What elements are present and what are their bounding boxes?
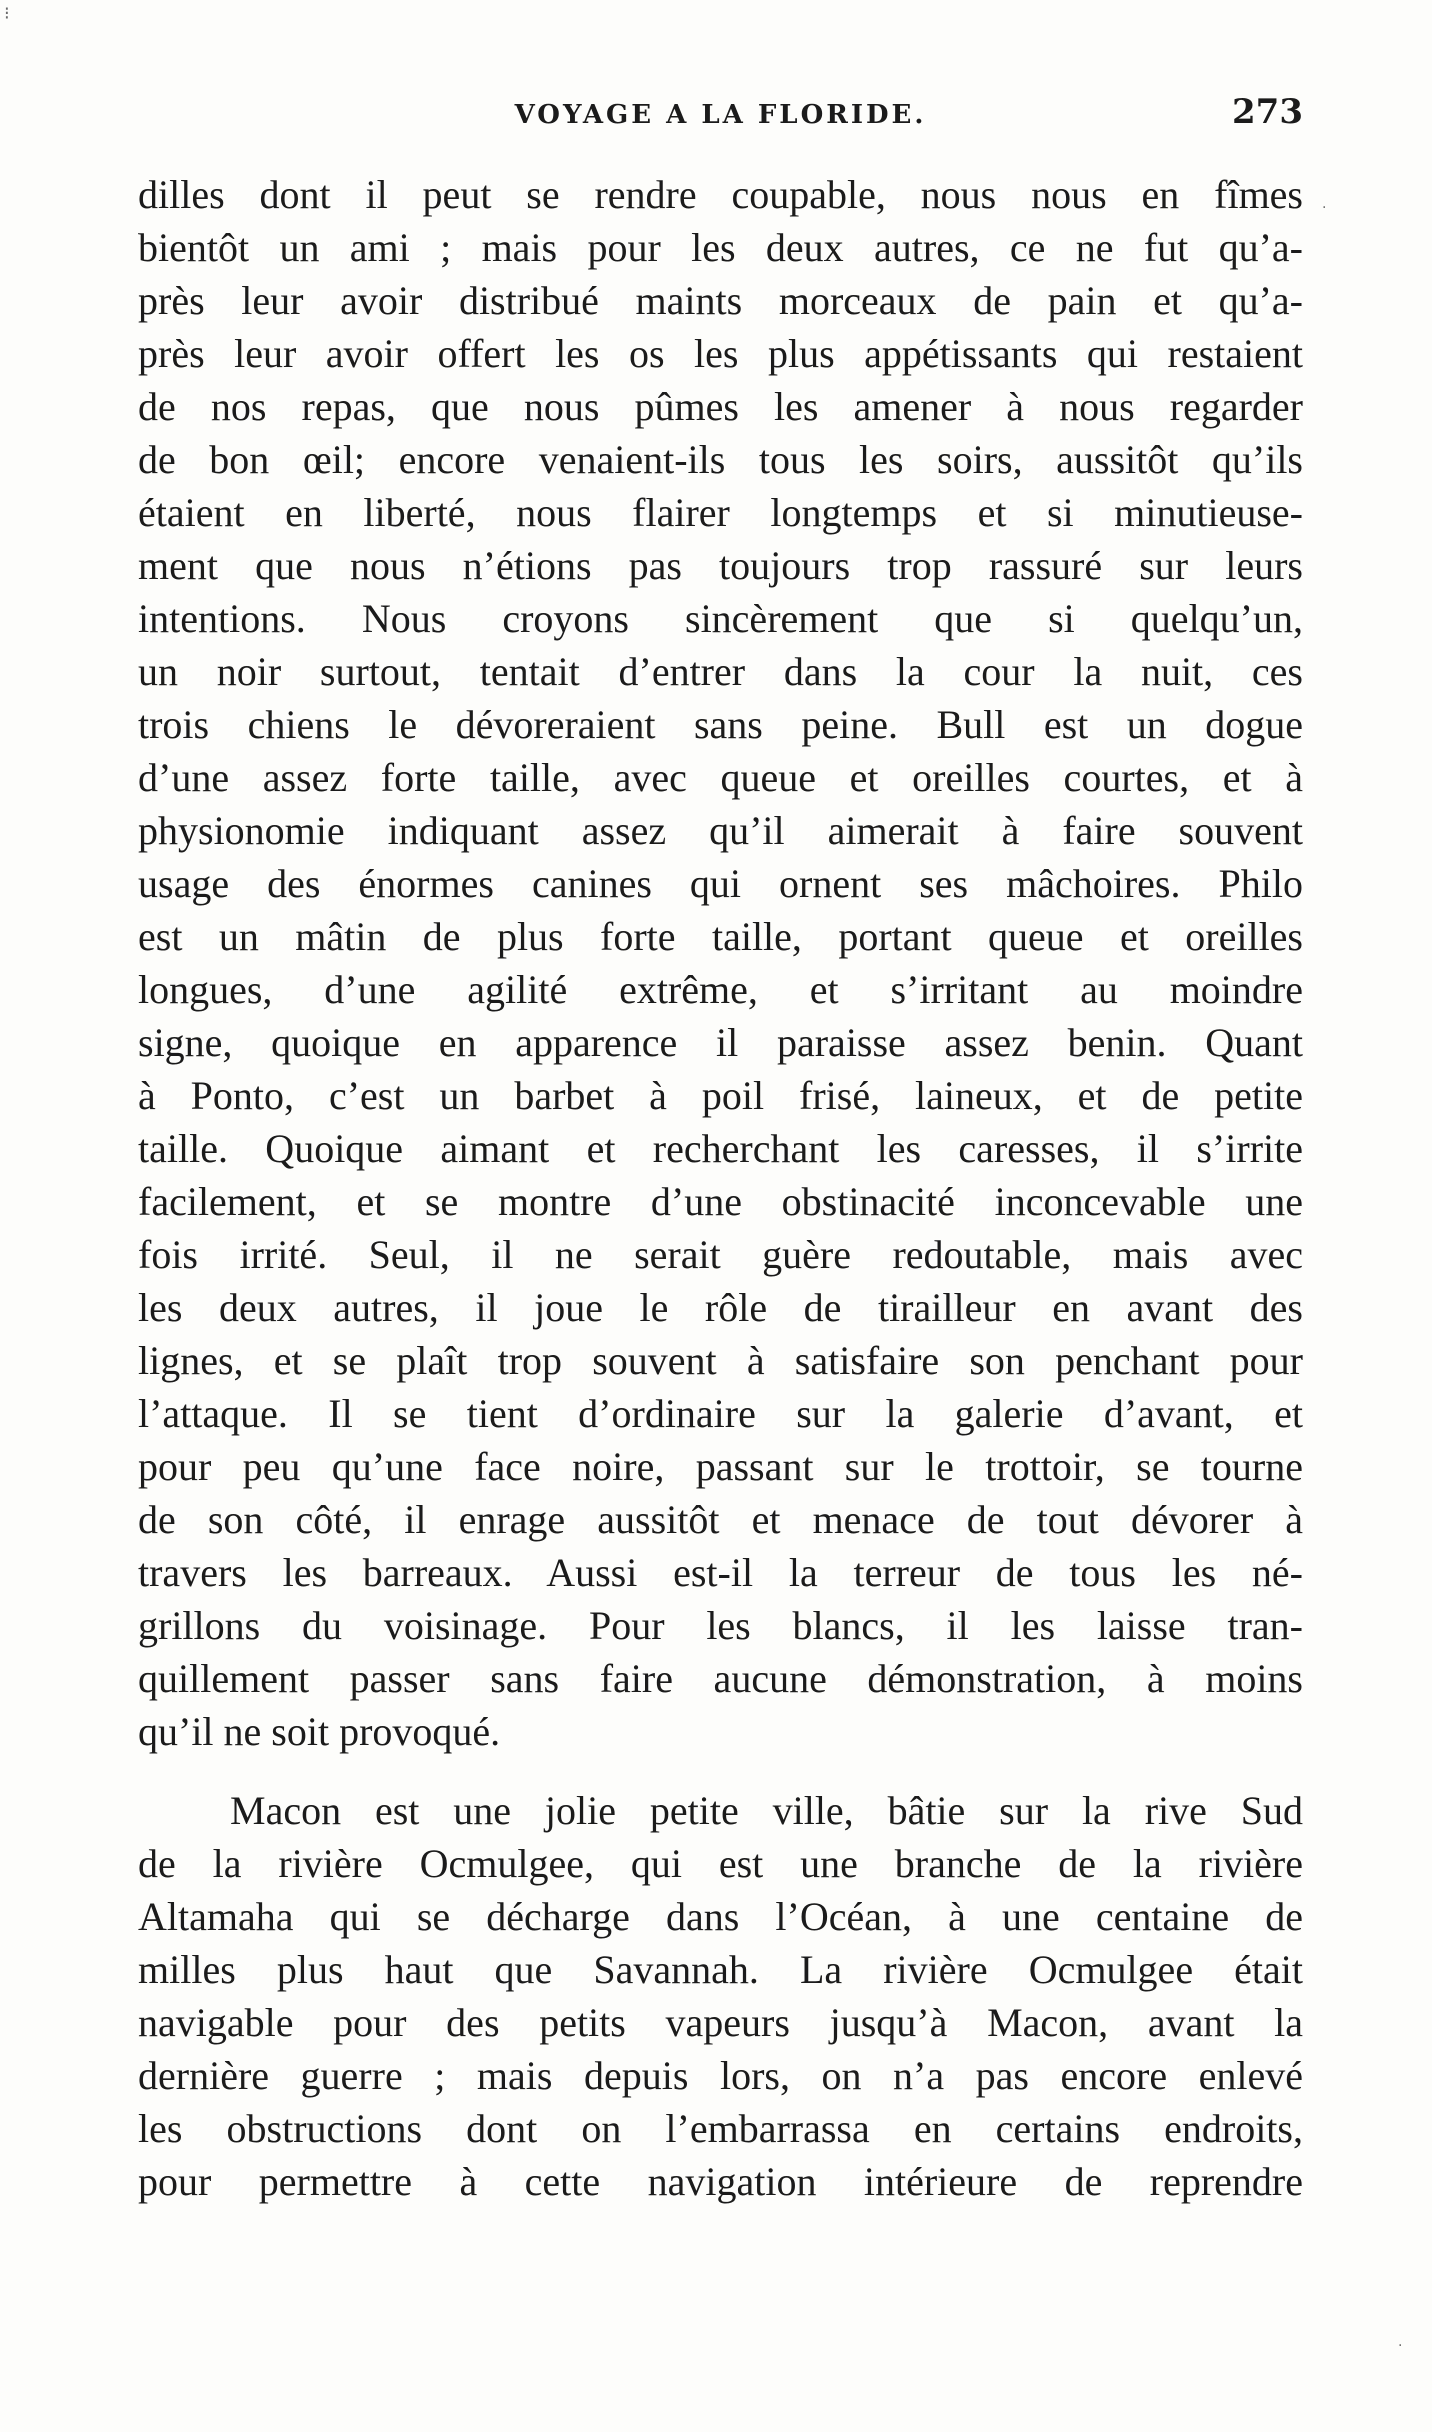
text-line: de bon œil; encore venaient-ils tous les soirs, aussitôt qu’ils [138, 437, 1303, 482]
text-line: pour peu qu’une face noire, passant sur le trottoir, se tourne [138, 1444, 1303, 1489]
text-line: étaient en liberté, nous flairer longtemps et si minutieuse- [138, 490, 1303, 535]
text-line: est un mâtin de plus forte taille, portant queue et oreilles [138, 914, 1303, 959]
text-line: de nos repas, que nous pûmes les amener à nous regarder [138, 384, 1303, 429]
text-line: lignes, et se plaît trop souvent à satisfaire son penchant pour [138, 1338, 1303, 1383]
text-line: ment que nous n’étions pas toujours trop rassuré sur leurs [138, 543, 1303, 588]
text-line: l’attaque. Il se tient d’ordinaire sur la galerie d’avant, et [138, 1391, 1303, 1436]
text-line: dilles dont il peut se rendre coupable, nous nous en fîmes [138, 172, 1303, 217]
text-line: milles plus haut que Savannah. La rivière Ocmulgee était [138, 1947, 1303, 1992]
text-line: qu’il ne soit provoqué. [138, 1709, 501, 1754]
text-line: facilement, et se montre d’une obstinacité inconcevable une [138, 1179, 1303, 1224]
running-head: VOYAGE A LA FLORIDE. [514, 100, 927, 130]
text-line: usage des énormes canines qui ornent ses mâchoires. Philo [138, 861, 1303, 906]
page-header [138, 92, 1303, 142]
text-line: physionomie indiquant assez qu’il aimerait à faire souvent [138, 808, 1303, 853]
text-line: navigable pour des petits vapeurs jusqu’à Macon, avant la [138, 2000, 1303, 2045]
text-line: les obstructions dont on l’embarrassa en certains endroits, [138, 2106, 1303, 2151]
page-edge-mark: ⁝ [4, 3, 10, 24]
text-line: longues, d’une agilité extrême, et s’irritant au moindre [138, 967, 1303, 1012]
print-speck: · [1398, 2338, 1403, 2354]
text-line: dernière guerre ; mais depuis lors, on n’a pas encore enlevé [138, 2053, 1303, 2098]
print-speck: . [1322, 196, 1327, 212]
text-line: près leur avoir offert les os les plus appétissants qui restaient [138, 331, 1303, 376]
text-line: signe, quoique en apparence il paraisse assez benin. Quant [138, 1020, 1303, 1065]
text-line: à Ponto, c’est un barbet à poil frisé, laineux, et de petite [138, 1073, 1303, 1118]
text-line: fois irrité. Seul, il ne serait guère redoutable, mais avec [138, 1232, 1303, 1277]
text-line: pour permettre à cette navigation intérieure de reprendre [138, 2159, 1303, 2204]
text-line: bientôt un ami ; mais pour les deux autres, ce ne fut qu’a- [138, 225, 1303, 270]
text-line: taille. Quoique aimant et recherchant les caresses, il s’irrite [138, 1126, 1303, 1171]
text-line: quillement passer sans faire aucune démonstration, à moins [138, 1656, 1303, 1701]
body-text [138, 168, 1303, 2208]
paragraph-gap [138, 1758, 1303, 1784]
page-number: 273 [1232, 92, 1303, 132]
text-line: Macon est une jolie petite ville, bâtie sur la rive Sud [230, 1788, 1303, 1833]
paragraph-1 [138, 168, 1303, 1758]
text-line: près leur avoir distribué maints morceaux de pain et qu’a- [138, 278, 1303, 323]
text-line: un noir surtout, tentait d’entrer dans la cour la nuit, ces [138, 649, 1303, 694]
text-line: Altamaha qui se décharge dans l’Océan, à une centaine de [138, 1894, 1303, 1939]
text-line: intentions. Nous croyons sincèrement que si quelqu’un, [138, 596, 1303, 641]
text-line: de son côté, il enrage aussitôt et menace de tout dévorer à [138, 1497, 1303, 1542]
text-line: de la rivière Ocmulgee, qui est une branche de la rivière [138, 1841, 1303, 1886]
text-line: les deux autres, il joue le rôle de tirailleur en avant des [138, 1285, 1303, 1330]
text-line: trois chiens le dévoreraient sans peine. Bull est un dogue [138, 702, 1303, 747]
paragraph-2 [138, 1784, 1303, 2208]
text-line: d’une assez forte taille, avec queue et oreilles courtes, et à [138, 755, 1303, 800]
text-line: grillons du voisinage. Pour les blancs, il les laisse tran- [138, 1603, 1303, 1648]
text-line: travers les barreaux. Aussi est-il la terreur de tous les né- [138, 1550, 1303, 1595]
